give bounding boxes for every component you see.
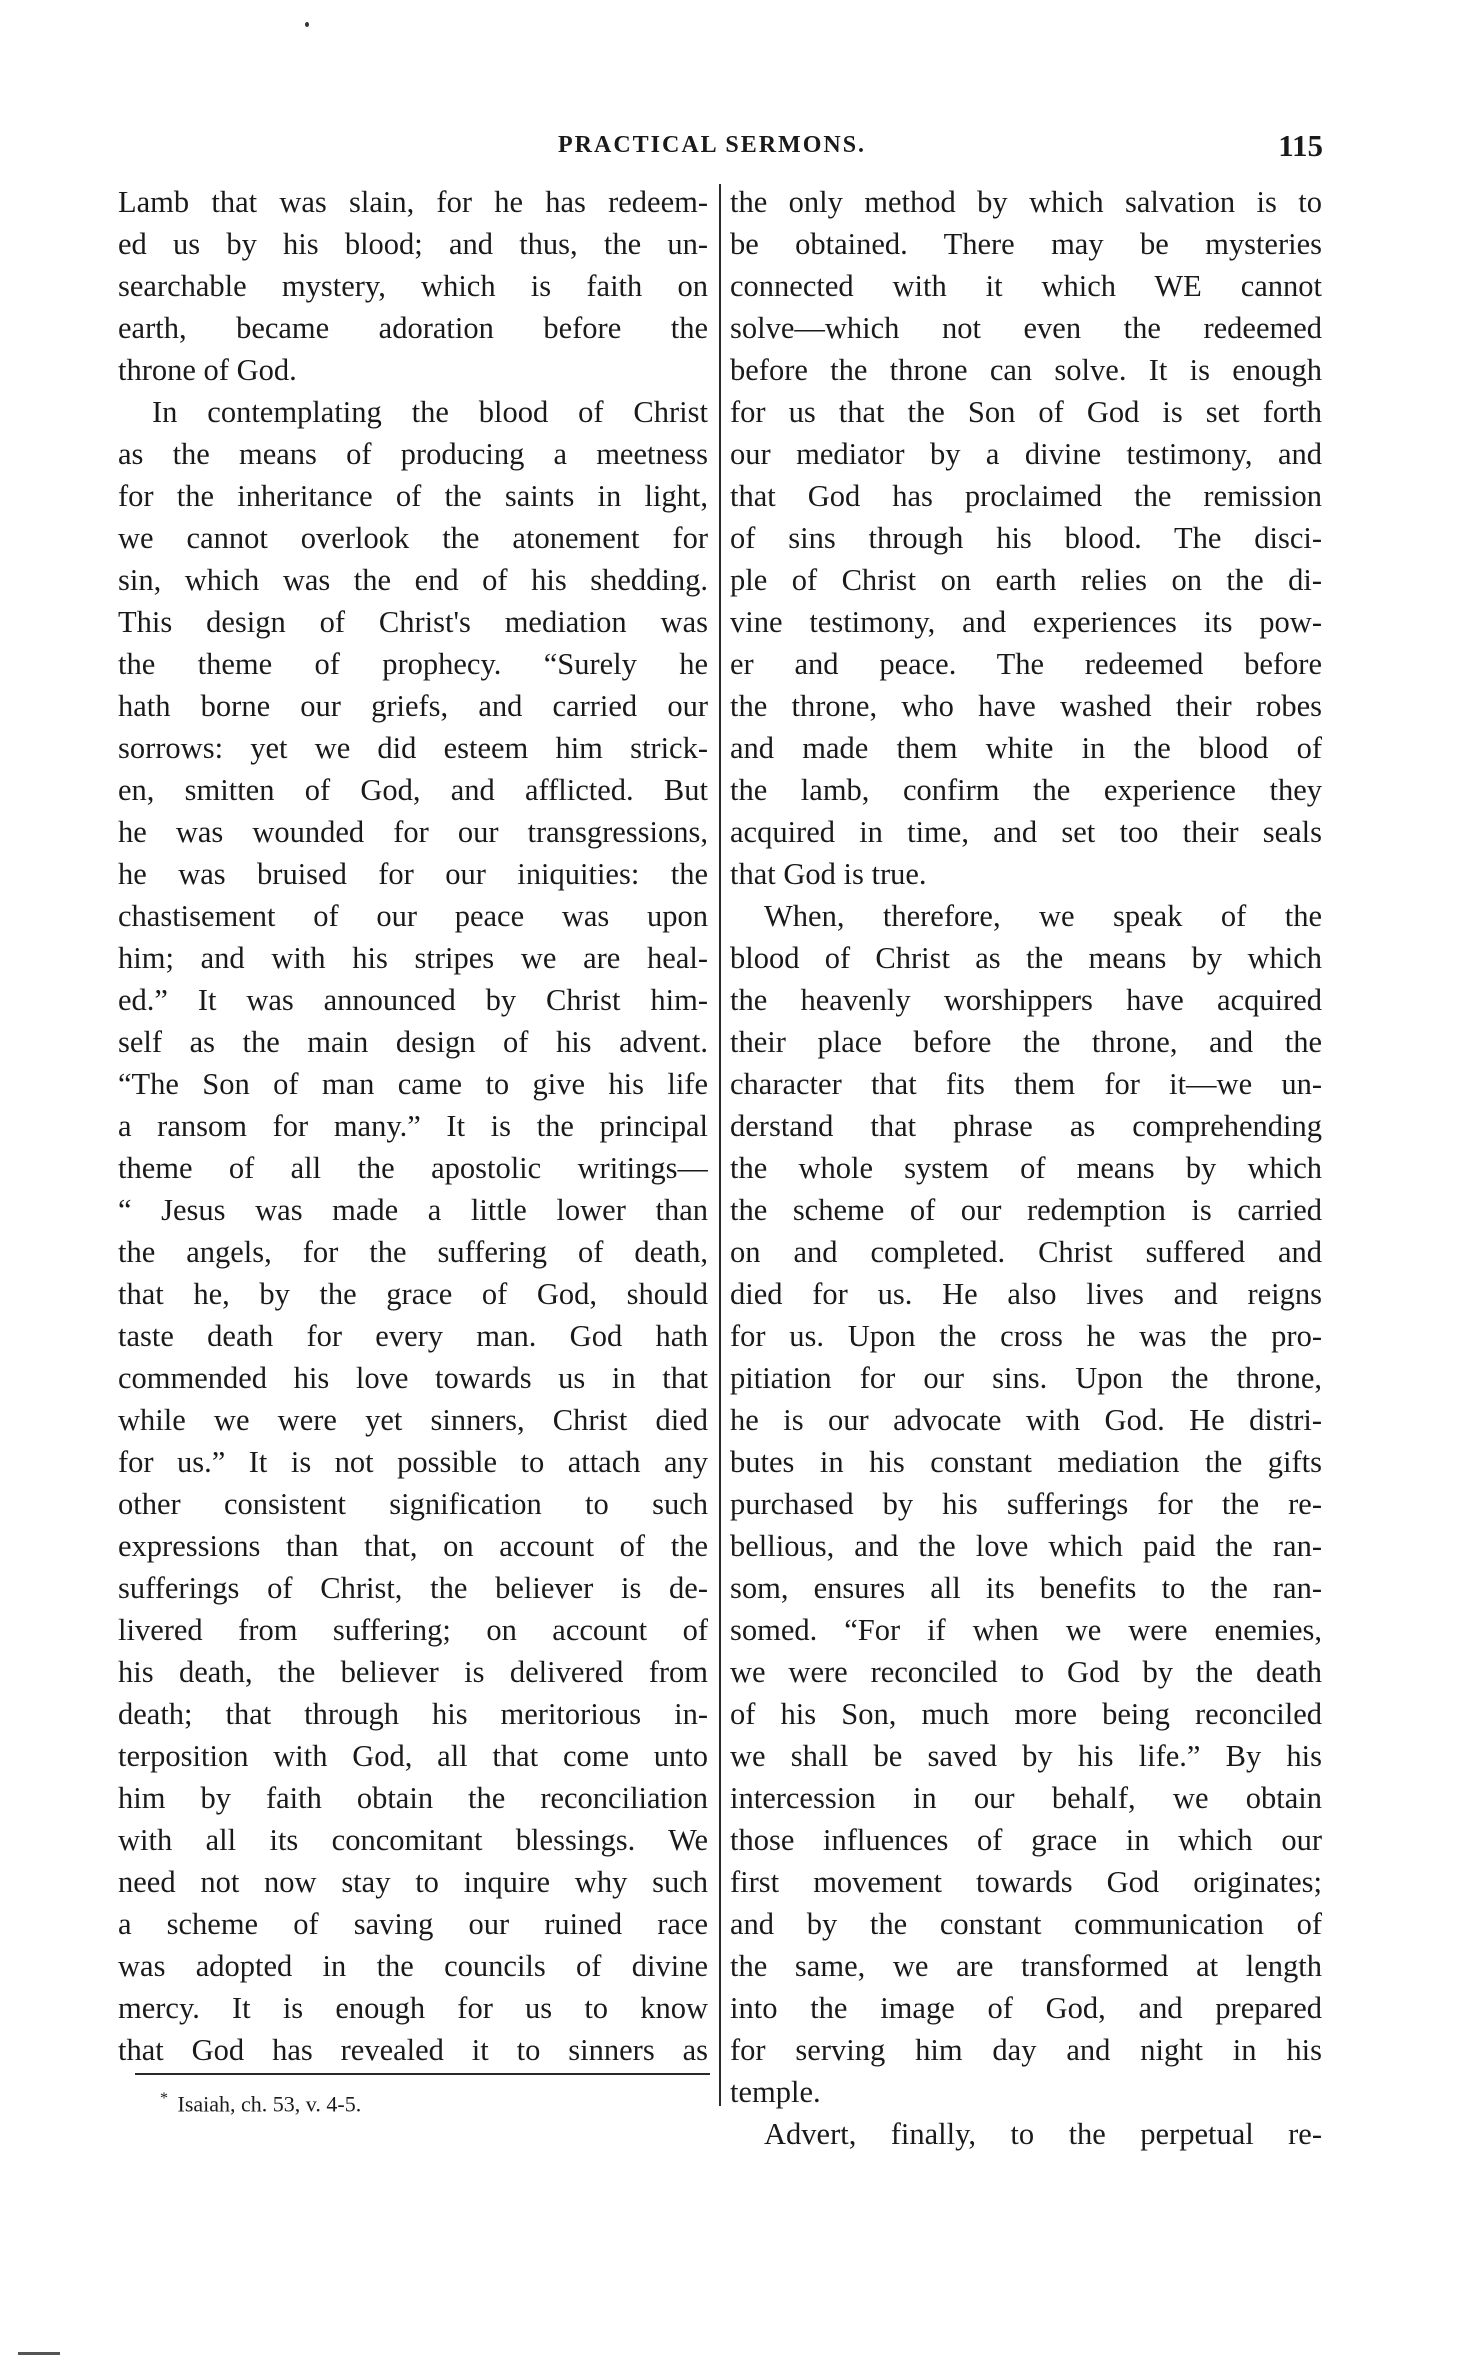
text-line: blood of Christ as the means by which [730,941,1322,975]
scan-edge-mark [18,2352,60,2355]
text-line: sorrows: yet we did esteem him strick- [118,731,708,765]
text-line: purchased by his sufferings for the re- [730,1487,1322,1521]
text-line: throne of God. [118,353,297,387]
text-line: earth, became adoration before the [118,311,708,345]
text-line: somed. “For if when we were enemies, [730,1613,1322,1647]
page-number: 115 [1278,128,1323,163]
text-line: butes in his constant mediation the gifts [730,1445,1322,1479]
text-line: bellious, and the love which paid the ran- [730,1529,1322,1563]
text-line: ed us by his blood; and thus, the un- [118,227,708,261]
text-line: When, therefore, we speak of the [764,899,1322,933]
text-line: he was bruised for our iniquities: the [118,857,708,891]
text-line: self as the main design of his advent. [118,1025,708,1059]
running-title: PRACTICAL SERMONS. [558,132,867,158]
text-line: a scheme of saving our ruined race [118,1907,708,1941]
text-line: their place before the throne, and the [730,1025,1322,1059]
footnote [160,2090,361,2117]
text-line: he was wounded for our transgressions, [118,815,708,849]
text-line: “The Son of man came to give his life [118,1067,708,1101]
text-line: for us. Upon the cross he was the pro- [730,1319,1322,1353]
text-line: our mediator by a divine testimony, and [730,437,1322,471]
text-line: ed.” It was announced by Christ him- [118,983,708,1017]
text-line: This design of Christ's mediation was [118,605,708,639]
text-line: of sins through his blood. The disci- [730,521,1322,555]
text-line: livered from suffering; on account of [118,1613,708,1647]
text-line: mercy. It is enough for us to know [118,1991,708,2025]
text-line: while we were yet sinners, Christ died [118,1403,708,1437]
text-line: taste death for every man. God hath [118,1319,708,1353]
text-line: for us.” It is not possible to attach any [118,1445,708,1479]
text-line: connected with it which WE cannot [730,269,1322,303]
text-line: and made them white in the blood of [730,731,1322,765]
text-line: of his Son, much more being reconciled [730,1697,1322,1731]
text-line: the theme of prophecy. “Surely he [118,647,708,681]
text-line: before the throne can solve. It is enough [730,353,1322,387]
text-line: terposition with God, all that come unto [118,1739,708,1773]
text-line: that God is true. [730,857,927,891]
text-line: hath borne our griefs, and carried our [118,689,708,723]
left-column [118,181,708,2071]
text-line: we cannot overlook the atonement for [118,521,708,555]
running-head [118,128,1323,168]
text-line: the whole system of means by which [730,1151,1322,1185]
text-line: need not now stay to inquire why such [118,1865,708,1899]
text-line: expressions than that, on account of the [118,1529,708,1563]
text-line: those influences of grace in which our [730,1823,1322,1857]
text-line: Advert, finally, to the perpetual re- [764,2117,1322,2151]
text-line: be obtained. There may be mysteries [730,227,1322,261]
text-line: that God has revealed it to sinners as [118,2033,708,2067]
text-line: character that fits them for it—we un- [730,1067,1322,1101]
text-line: Lamb that was slain, for he has redeem- [118,185,708,219]
text-line: theme of all the apostolic writings— [118,1151,708,1185]
text-line: en, smitten of God, and afflicted. But [118,773,708,807]
text-line: that God has proclaimed the remission [730,479,1322,513]
text-line: with all its concomitant blessings. We [118,1823,708,1857]
text-line: the throne, who have washed their robes [730,689,1322,723]
text-line: his death, the believer is delivered from [118,1655,708,1689]
text-line: into the image of God, and prepared [730,1991,1322,2025]
text-line: ple of Christ on earth relies on the di- [730,563,1322,597]
text-line: he is our advocate with God. He distri- [730,1403,1322,1437]
text-line: a ransom for many.” It is the principal [118,1109,708,1143]
text-line: other consistent signification to such [118,1487,708,1521]
text-line: sufferings of Christ, the believer is de- [118,1571,708,1605]
text-line: and by the constant communication of [730,1907,1322,1941]
text-line: first movement towards God originates; [730,1865,1322,1899]
text-line: the heavenly worshippers have acquired [730,983,1322,1017]
footnote-text: Isaiah, ch. 53, v. 4-5. [177,2091,362,2117]
text-line: In contemplating the blood of Christ [152,395,708,429]
text-line: was adopted in the councils of divine [118,1949,708,1983]
text-line: for the inheritance of the saints in light, [118,479,708,513]
text-line: searchable mystery, which is faith on [118,269,708,303]
text-line: commended his love towards us in that [118,1361,708,1395]
text-line: solve—which not even the redeemed [730,311,1322,345]
footnote-mark: * [160,2090,168,2107]
text-line: as the means of producing a meetness [118,437,708,471]
text-line: we shall be saved by his life.” By his [730,1739,1322,1773]
text-line: temple. [730,2075,821,2109]
text-line: “ Jesus was made a little lower than [118,1193,708,1227]
column-divider [719,184,721,2106]
text-line: chastisement of our peace was upon [118,899,708,933]
text-line: the same, we are transformed at length [730,1949,1322,1983]
text-line: on and completed. Christ suffered and [730,1235,1322,1269]
text-line: acquired in time, and set too their seals [730,815,1322,849]
text-line: that he, by the grace of God, should [118,1277,708,1311]
footnote-rule [135,2073,710,2075]
text-line: death; that through his meritorious in- [118,1697,708,1731]
text-line: som, ensures all its benefits to the ran- [730,1571,1322,1605]
right-column [730,181,1322,2155]
text-line: er and peace. The redeemed before [730,647,1322,681]
text-line: the only method by which salvation is to [730,185,1322,219]
text-line: the lamb, confirm the experience they [730,773,1322,807]
text-line: the angels, for the suffering of death, [118,1235,708,1269]
text-line: intercession in our behalf, we obtain [730,1781,1322,1815]
text-line: him by faith obtain the reconciliation [118,1781,708,1815]
text-line: died for us. He also lives and reigns [730,1277,1322,1311]
text-line: for us that the Son of God is set forth [730,395,1322,429]
text-line: sin, which was the end of his shedding. [118,563,708,597]
text-line: we were reconciled to God by the death [730,1655,1322,1689]
ink-speck [305,22,309,27]
text-line: vine testimony, and experiences its pow- [730,605,1322,639]
text-line: derstand that phrase as comprehending [730,1109,1322,1143]
text-line: pitiation for our sins. Upon the throne, [730,1361,1322,1395]
text-line: the scheme of our redemption is carried [730,1193,1322,1227]
text-line: him; and with his stripes we are heal- [118,941,708,975]
text-line: for serving him day and night in his [730,2033,1322,2067]
